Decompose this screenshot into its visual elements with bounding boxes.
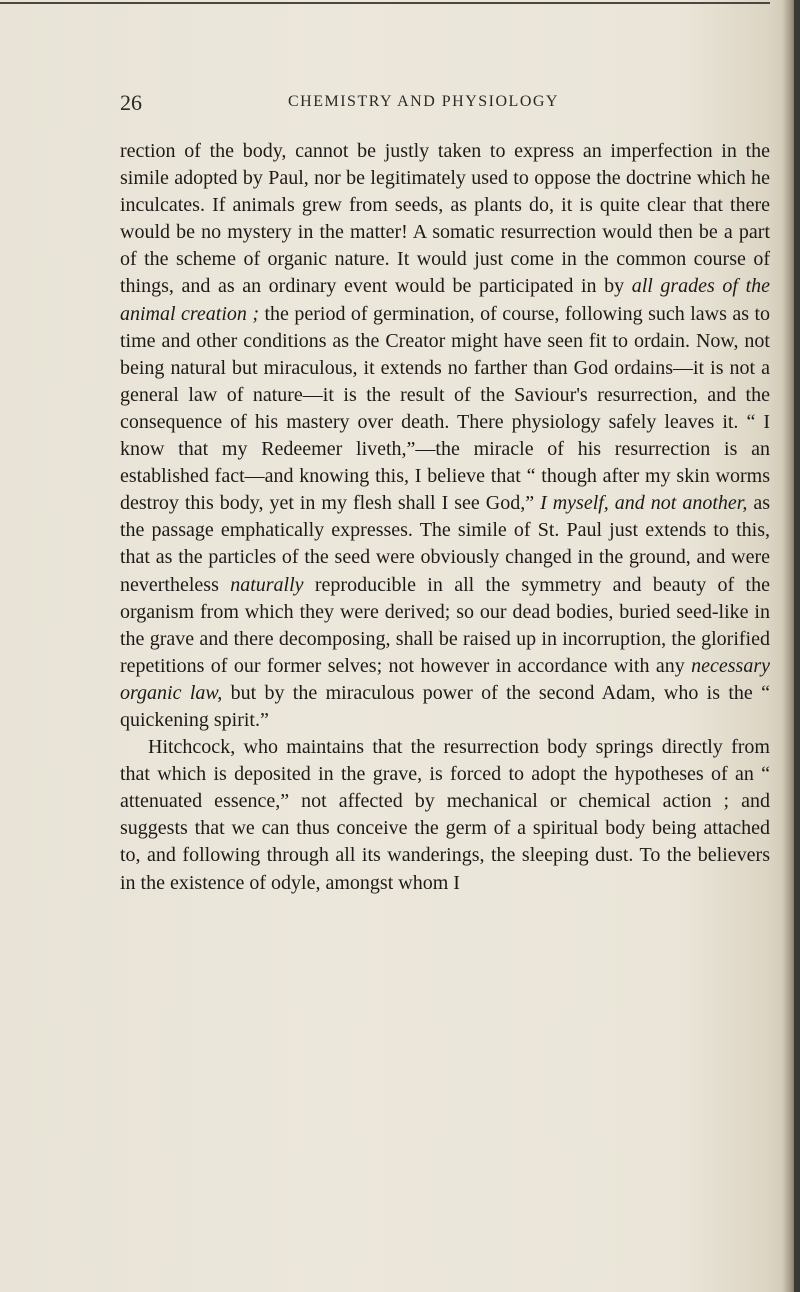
italic-phrase: naturally — [230, 573, 304, 596]
text-segment: rection of the body, cannot be justly taken to express an imperfection in the simile adopted by Paul, nor be legitimately used to oppose the doctrine which he inculcates. If animals grew from seeds, as plants do, it is quite clear that there would be no mystery in the matter! A somatic resurrection would then be a part of the scheme of organic nature. It would just come in the common course of things, and as an ordinary event would be participated in by — [120, 140, 770, 298]
page-number: 26 — [120, 90, 142, 115]
body-text — [120, 138, 770, 897]
text-segment: as the passage emphatically expresses. The simile of St. Paul just extends to this, that as the particles of the seed were obviously changed in the ground, and were nevertheless — [120, 492, 770, 596]
text-segment: the period of germination, of course, following such laws as to time and other conditions as the Creator might have seen fit to ordain. Now, not being natural but miraculous, it extends no farther than God ordains—it is not a general law of nature—it is the result of the Saviour's resurrection, and the consequence of his mastery over death. There physiology safely leaves it. “ I know that my Redeemer liveth,”—the miracle of his resurrection is an established fact—and knowing this, I believe that “ though after my skin worms destroy this body, yet in my flesh shall I see God,” — [120, 302, 770, 515]
page-edge — [794, 0, 800, 1292]
paragraph-continued — [120, 138, 770, 734]
text-segment: reproducible in all the symmetry and beauty of the organism from which they were derived; so our dead bodies, buried seed-like in the grave and there decomposing, shall be raised up in incorruption, the glorified repetitions of our former selves; not however in accordance with any — [120, 573, 770, 677]
italic-phrase: I myself, and not another, — [540, 492, 748, 515]
running-title: CHEMISTRY AND PHYSIOLOGY — [288, 93, 559, 110]
text-segment: but by the miraculous power of the second Adam, who is the “ quickening spirit.” — [120, 681, 770, 731]
page-header — [0, 90, 800, 120]
italic-phrase: necessary organic law, — [120, 654, 770, 704]
top-rule — [0, 2, 770, 4]
italic-phrase: all grades of the animal creation ; — [120, 275, 771, 325]
paragraph-hitchcock: Hitchcock, who maintains that the resurrection body springs directly from that which is deposited in the grave, is forced to adopt the hypotheses of an “ attenuated essence,” not affected by mechanical or chemical action ; and suggests that we can thus conceive the germ of a spiritual body being attached to, and following through all its wanderings, the sleeping dust. To the believers in the existence of odyle, amongst whom I — [120, 736, 770, 894]
